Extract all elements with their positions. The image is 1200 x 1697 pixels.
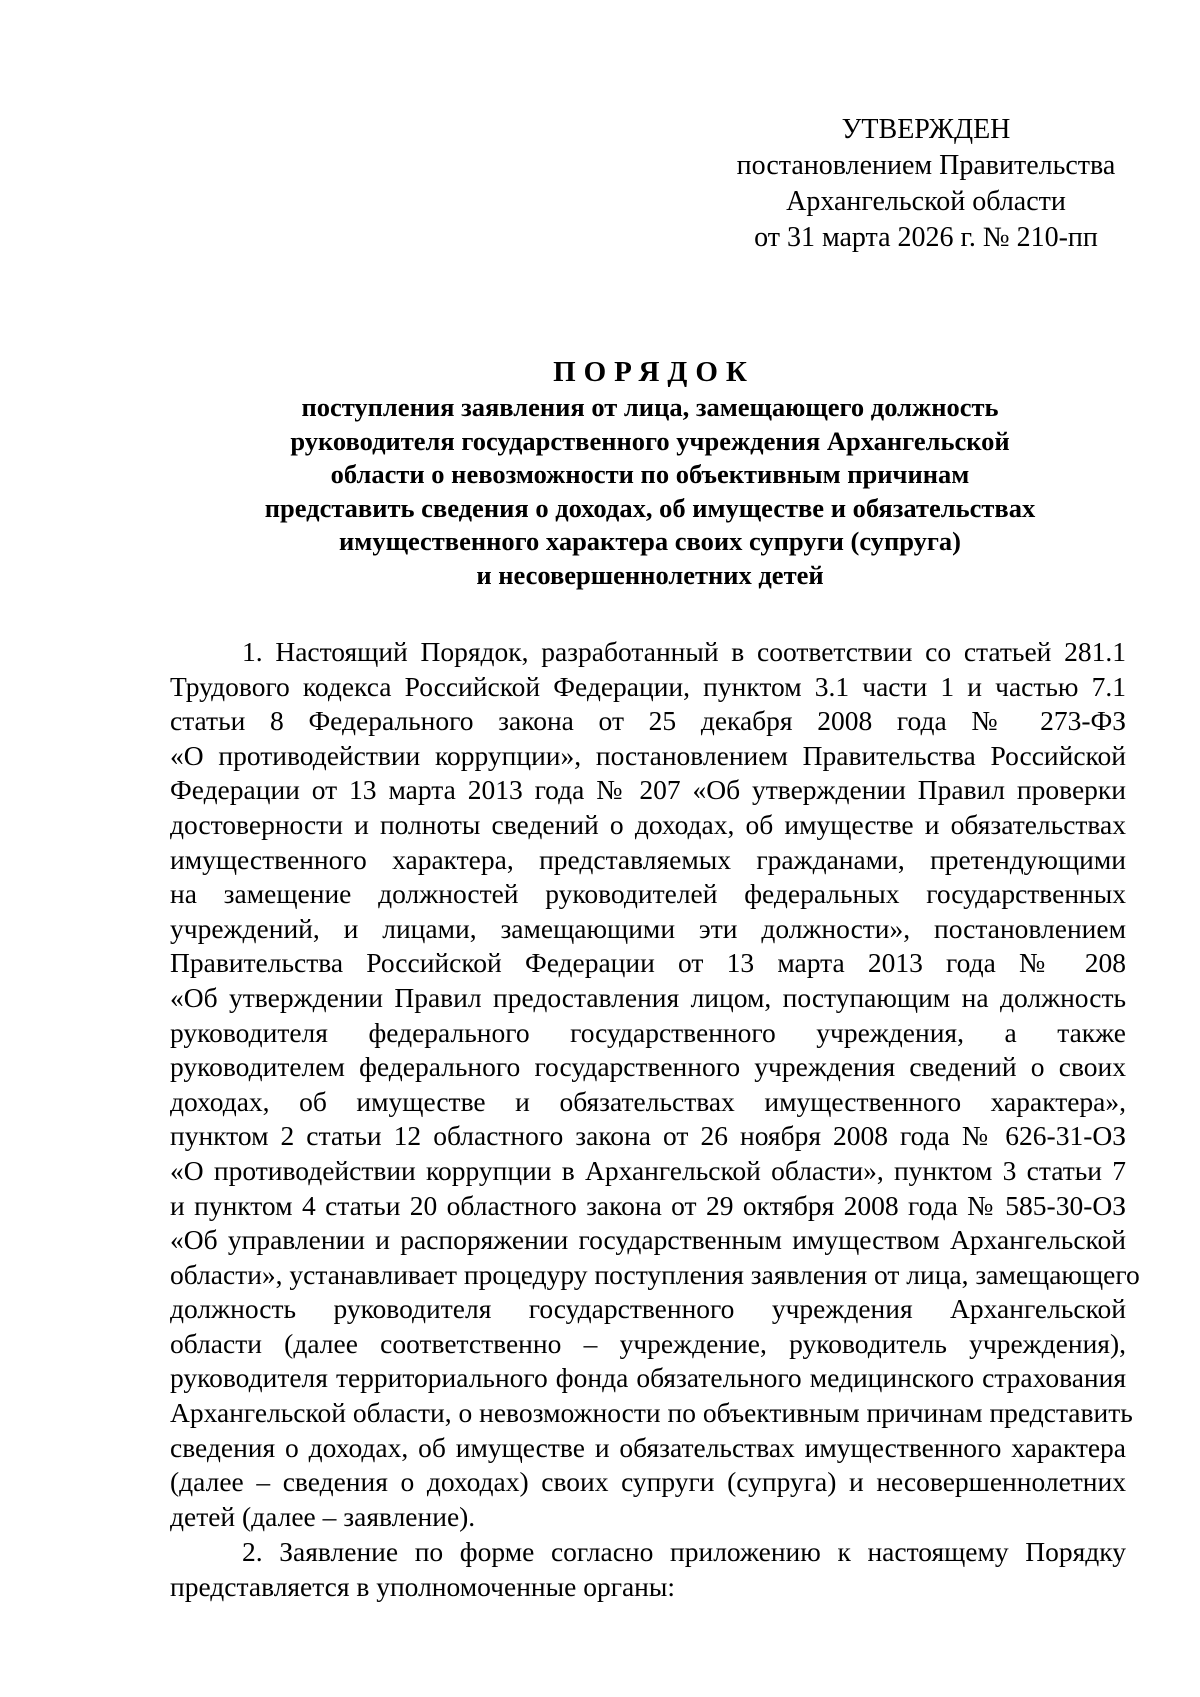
paragraph-line: «О противодействии коррупции», постановлением Правительства Российской <box>170 739 1126 771</box>
paragraph-line: достоверности и полноты сведений о доходах, об имуществе и обязательствах <box>170 808 1126 840</box>
paragraph-line: детей (далее – заявление). <box>170 1500 476 1532</box>
paragraph-line: сведения о доходах, об имуществе и обязательствах имущественного характера <box>170 1431 1126 1463</box>
paragraph <box>170 1535 1126 1604</box>
subtitle-line: руководителя государственного учреждения Архангельской <box>290 425 1010 456</box>
approval-line: УТВЕРЖДЕН <box>841 114 1011 145</box>
paragraph-line: области», устанавливает процедуру поступления заявления от лица, замещающего <box>170 1258 1140 1290</box>
paragraph-line: на замещение должностей руководителей федеральных государственных <box>170 878 1126 910</box>
paragraph-line: представляется в уполномоченные органы: <box>170 1571 676 1603</box>
subtitle-line: имущественного характера своих супруги (супруга) <box>339 526 961 556</box>
paragraph-line: 1. Настоящий Порядок, разработанный в соответствии со статьей 281.1 <box>242 636 1126 667</box>
paragraph-line: руководителем федерального государственного учреждения сведений о своих <box>170 1051 1126 1083</box>
paragraph-line: Федерации от 13 марта 2013 года № 207 «Об утверждении Правил проверки <box>170 774 1126 806</box>
paragraph-line: (далее – сведения о доходах) своих супруги (супруга) и несовершеннолетних <box>170 1466 1126 1498</box>
paragraph-line: должность руководителя государственного учреждения Архангельской <box>170 1293 1126 1325</box>
paragraph-line: пунктом 2 статьи 12 областного закона от 26 ноября 2008 года № 626-31-ОЗ <box>170 1120 1126 1152</box>
paragraph-line: «Об управлении и распоряжении государственным имуществом Архангельской <box>170 1224 1126 1256</box>
subtitle-line: представить сведения о доходах, об имуществе и обязательствах <box>264 492 1036 523</box>
subtitle-line: и несовершеннолетних детей <box>476 559 824 590</box>
approval-stamp <box>726 112 1126 256</box>
document-body <box>170 635 1140 1605</box>
document-title: ПОРЯДОК <box>553 356 755 388</box>
paragraph-line: Трудового кодекса Российской Федерации, пунктом 3.1 части 1 и частью 7.1 <box>170 670 1126 702</box>
paragraph-line: имущественного характера, представляемых гражданами, претендующими <box>170 843 1126 875</box>
paragraph-line: статьи 8 Федерального закона от 25 декабря 2008 года № 273-ФЗ <box>170 705 1126 737</box>
paragraph-line: Архангельской области, о невозможности по объективным причинам представить <box>170 1397 1133 1429</box>
document-heading <box>170 353 1130 592</box>
paragraph-line: доходах, об имуществе и обязательствах имущественного характера», <box>170 1085 1126 1117</box>
paragraph-line: 2. Заявление по форме согласно приложению к настоящему Порядку <box>242 1536 1126 1568</box>
paragraph-line: области (далее соответственно – учреждение, руководитель учреждения), <box>170 1327 1126 1359</box>
paragraph-line: Правительства Российской Федерации от 13 марта 2013 года № 208 <box>170 947 1126 979</box>
paragraph <box>170 635 1140 1534</box>
paragraph-line: и пунктом 4 статьи 20 областного закона от 29 октября 2008 года № 585-30-ОЗ <box>170 1189 1126 1221</box>
subtitle-line: области о невозможности по объективным причинам <box>330 459 970 489</box>
paragraph-line: «Об утверждении Правил предоставления лицом, поступающим на должность <box>170 981 1126 1013</box>
subtitle-line: поступления заявления от лица, замещающего должность <box>301 392 999 422</box>
paragraph-line: «О противодействии коррупции в Архангельской области», пунктом 3 статьи 7 <box>170 1154 1126 1186</box>
approval-line: от 31 марта 2026 г. № 210-пп <box>754 222 1098 253</box>
paragraph-line: руководителя территориального фонда обязательного медицинского страхования <box>170 1362 1126 1394</box>
approval-line: Архангельской области <box>786 186 1066 217</box>
paragraph-line: учреждений, и лицами, замещающими эти должности», постановлением <box>170 912 1126 944</box>
approval-line: постановлением Правительства <box>736 150 1116 181</box>
paragraph-line: руководителя федерального государственного учреждения, а также <box>170 1016 1126 1048</box>
